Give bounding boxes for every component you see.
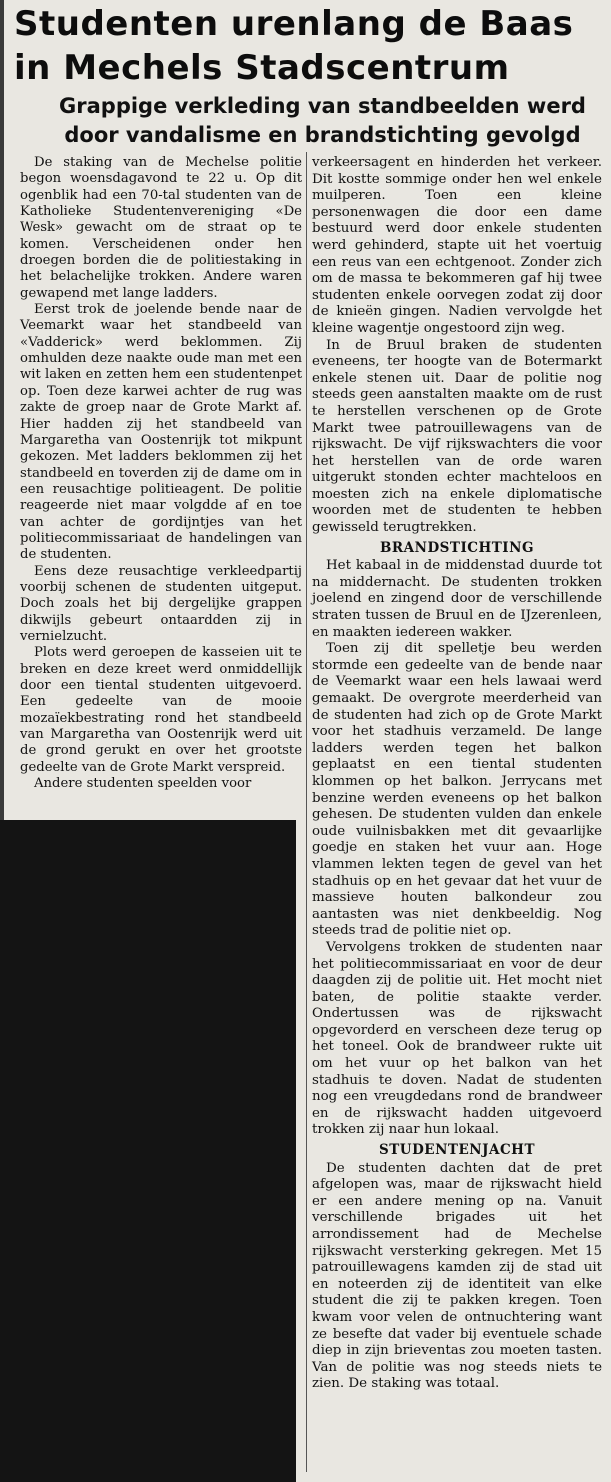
paragraph: verkeersagent en hinderden het verkeer. Dit kostte sommige onder hen wel enkele muilperen. Toen een kleine personenwagen die door een dame bestuurd werd door enkele studenten werd gehinderd, stapte uit het voertuig een reus van een echtgenoot. Zonder zich om de massa te bekommeren gaf hij twee studenten enkele oorvegen zodat zij door de knieën gingen. Nadien vervolgde het kleine wagentje ongestoord zijn weg. <box>312 155 602 336</box>
adjacent-column-fragment <box>600 870 611 1482</box>
article-column-1 <box>20 155 302 792</box>
paragraph: In de Bruul braken de studenten eveneens, ter hoogte van de Botermarkt enkele stenen uit. Daar de politie nog steeds geen aanstalten maakte om de rust te herstellen verschenen op de Grote Markt twee patrouillewagens van de rijkswacht. De vijf rijkswachters die voor het herstellen van de orde waren uitgerukt stonden echter machteloos en moesten zich na enkele diplomatische woorden met de studenten te hebben gewisseld terugtrekken. <box>312 337 602 536</box>
subheadline: Grappige verkleding van standbeelden werd door vandalisme en brandstichting gevolgd <box>59 94 586 147</box>
paragraph: Eerst trok de joelende bende naar de Veemarkt waar het standbeeld van «Vadderick» werd beklommen. Zij omhulden deze naakte oude man met een wit laken en zetten hem een studentenpet op. Toen deze karwei achter de rug was zakte de groep naar de Grote Markt af. Hier hadden zij het standbeeld van Margaretha van Oostenrijk tot mikpunt gekozen. Met ladders beklommen zij het standbeeld en toverden zij de dame om in een reusachtige politieagent. De politie reageerde niet maar volgdde af en toe van achter de gordijntjes van het politiecommissariaat de handelingen van de studenten. <box>20 302 302 563</box>
paragraph: Andere studenten speelden voor <box>34 776 252 792</box>
section-heading-studentenjacht: STUDENTENJACHT <box>379 1142 535 1159</box>
paragraph: Eens deze reusachtige verkleedpartij voorbij schenen de studenten uitgeput. Doch zoals het bij dergelijke grappen dikwijls gebeurt ontaardden zij in vernielzucht. <box>20 563 302 644</box>
headline: Studenten urenlang de Baas in Mechels Stadscentrum <box>14 4 574 88</box>
paragraph: De staking van de Mechelse politie begon woensdagavond te 22 u. Op dit ogenblik had een 70-tal studenten van de Katholieke Studentenvereniging «De Wesk» gewacht om de straat op te komen. Verscheidenen onder hen droegen borden die de politiestaking in het belachelijke trokken. Andere waren gewapend met lange ladders. <box>20 155 302 301</box>
column-rule <box>306 152 307 1472</box>
paragraph: Toen zij dit spelletje beu werden stormde een gedeelte van de bende naar de Veemarkt waar een hels lawaai werd gemaakt. De overgrote meerderheid van de studenten had zich op de Grote Markt voor het stadhuis verzameld. De lange ladders werden tegen het balkon geplaatst en een tiental studenten klommen op het balkon. Jerrycans met benzine werden eveneens op het balkon gehesen. De studenten vulden dan enkele oude vuilnisbakken met dit gevaarlijke goedje en staken het vuur aan. Hoge vlammen lekten tegen de gevel van het stadhuis op en het gevaar dat het vuur de massieve houten balkondeur zou aantasten was niet denkbeeldig. Nog steeds trad de politie niet op. <box>312 641 602 939</box>
paragraph: Plots werd geroepen de kasseien uit te breken en deze kreet werd onmiddellijk door een tiental studenten uitgevoerd. Een gedeelte van de mooie mozaïekbestrating rond het standbeeld van Margaretha van Oostenrijk werd uit de grond gerukt en over het grootste gedeelte van de Grote Markt verspreid. <box>20 645 302 775</box>
paragraph: Vervolgens trokken de studenten naar het politiecommissariaat en voor de deur daagden zij de politie uit. Het mocht niet baten, de politie staakte verder. Ondertussen was de rijkswacht opgevorderd en verscheen deze terug op het toneel. Ook de brandweer rukte uit om het vuur op het balkon van het stadhuis te doven. Nadat de studenten nog een vreugdedans rond de brandweer en de rijkswacht hadden uitgevoerd trokken zij naar hun lokaal. <box>312 939 602 1138</box>
paragraph: Het kabaal in de middenstad duurde tot na middernacht. De studenten trokken joelend en zingend door de verschillende straten tussen de Bruul en de IJzerenleen, en maakten iedereen wakker. <box>312 558 602 640</box>
section-heading-brandstichting: BRANDSTICHTING <box>380 539 534 556</box>
blank-area <box>0 820 296 1482</box>
article-column-2 <box>312 155 602 1393</box>
paragraph: De studenten dachten dat de pret afgelopen was, maar de rijkswacht hield er een andere mening op na. Vanuit verschillende brigades uit het arrondissement had de Mechelse rijkswacht versterking gekregen. Met 15 patrouillewagens kamden zij de stad uit en noteerden zij de identiteit van elke student die zij te pakken kregen. Toen kwam voor velen de ontnuchtering want ze besefte dat vader bij eventuele schade diep in zijn brieventas zou moeten tasten. Van de politie was nog steeds niets te zien. De staking was totaal. <box>312 1160 602 1392</box>
